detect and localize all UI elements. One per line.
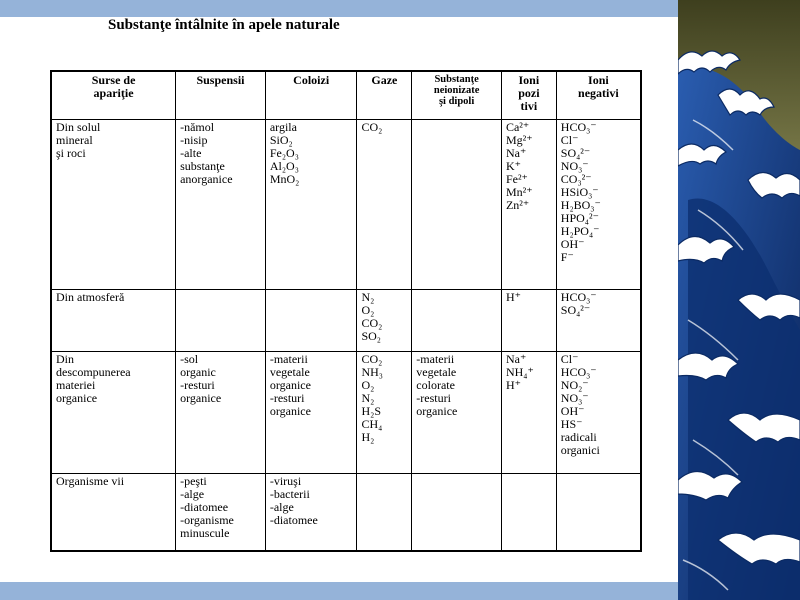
cell-suspensions: -nămol -nisip -alte substanţe anorganice [176, 119, 266, 289]
slide-title: Substanţe întâlnite în apele naturale [108, 17, 340, 33]
cell-nonionized [412, 473, 502, 551]
header-row [51, 71, 641, 119]
cell-suspensions [176, 289, 266, 351]
row-source: Din descompunerea materiei organice [51, 351, 176, 473]
cell-gases [357, 473, 412, 551]
header-gases: Gaze [357, 71, 412, 119]
table-row [51, 119, 641, 289]
cell-gases: N₂ O₂ CO₂ SO₂ [357, 289, 412, 351]
cell-nonionized [412, 119, 502, 289]
wave-artwork [678, 0, 800, 600]
cell-nonionized [412, 289, 502, 351]
row-source: Din atmosferă [51, 289, 176, 351]
cell-positive-ions: Ca²⁺ Mg²⁺ Na⁺ K⁺ Fe²⁺ Mn²⁺ Zn²⁺ [501, 119, 556, 289]
substances-table [50, 70, 642, 552]
cell-gases: CO₂ [357, 119, 412, 289]
cell-suspensions: -sol organic -resturi organice [176, 351, 266, 473]
table-row [51, 351, 641, 473]
cell-negative-ions: Cl⁻ HCO₃⁻ NO₂⁻ NO₃⁻ OH⁻ HS⁻ radicali organici [556, 351, 641, 473]
cell-positive-ions: H⁺ [501, 289, 556, 351]
table-row [51, 289, 641, 351]
cell-colloids: -viruşi -bacterii -alge -diatomee [265, 473, 357, 551]
cell-negative-ions: HCO₃⁻ Cl⁻ SO₄²⁻ NO₃⁻ CO₃²⁻ HSiO₃⁻ H₂BO₃⁻ HPO₄²⁻ H₂PO₄⁻ OH⁻ F⁻ [556, 119, 641, 289]
header-sources: Surse de apariţie [51, 71, 176, 119]
cell-colloids [265, 289, 357, 351]
cell-gases: CO₂ NH₃ O₂ N₂ H₂S CH₄ H₂ [357, 351, 412, 473]
header-positive-ions: Ioni pozi tivi [501, 71, 556, 119]
header-suspensions: Suspensii [176, 71, 266, 119]
cell-positive-ions: Na⁺ NH₄⁺ H⁺ [501, 351, 556, 473]
cell-colloids: -materii vegetale organice -resturi organice [265, 351, 357, 473]
cell-negative-ions: HCO₃⁻ SO₄²⁻ [556, 289, 641, 351]
left-strip [0, 17, 6, 582]
cell-negative-ions [556, 473, 641, 551]
header-negative-ions: Ioni negativi [556, 71, 641, 119]
cell-nonionized: -materii vegetale colorate -resturi organice [412, 351, 502, 473]
header-colloids: Coloizi [265, 71, 357, 119]
row-source: Organisme vii [51, 473, 176, 551]
row-source: Din solul mineral şi roci [51, 119, 176, 289]
cell-suspensions: -peşti -alge -diatomee -organisme minuscule [176, 473, 266, 551]
cell-colloids: argila SiO₂ Fe₂O₃ Al₂O₃ MnO₂ [265, 119, 357, 289]
header-nonionized: Substanţe neionizate şi dipoli [412, 71, 502, 119]
table-row [51, 473, 641, 551]
cell-positive-ions [501, 473, 556, 551]
